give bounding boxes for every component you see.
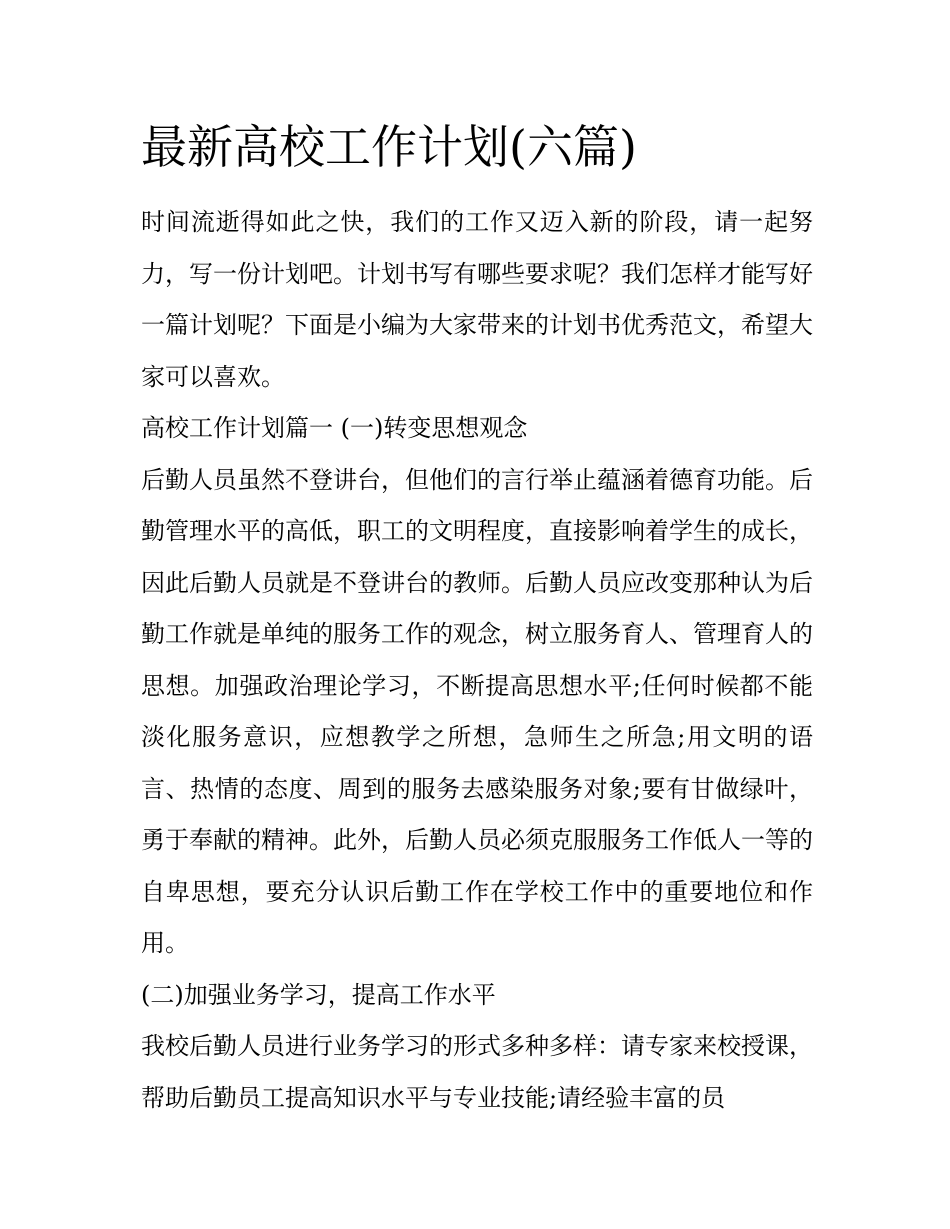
section-2-paragraph: 我校后勤人员进行业务学习的形式多种多样：请专家来校授课，帮助后勤员工提高知识水平与专业技能;请经验丰富的员: [141, 1032, 813, 1112]
section-heading-1: 高校工作计划篇一 (一)转变思想观念: [141, 414, 528, 442]
section-heading-2: (二)加强业务学习，提高工作水平: [141, 980, 496, 1009]
document-title: 最新高校工作计划(六篇): [141, 120, 637, 174]
intro-paragraph: 时间流逝得如此之快，我们的工作又迈入新的阶段，请一起努力，写一份计划吧。计划书写有哪些要求呢？我们怎样才能写好一篇计划呢？下面是小编为大家带来的计划书优秀范文，希望大家可以喜欢。: [141, 208, 813, 391]
section-1-paragraph: 后勤人员虽然不登讲台，但他们的言行举止蕴涵着德育功能。后勤管理水平的高低，职工的文明程度，直接影响着学生的成长，因此后勤人员就是不登讲台的教师。后勤人员应改变那种认为后勤工作就是单纯的服务工作的观念，树立服务育人、管理育人的思想。加强政治理论学习，不断提高思想水平;任何时候都不能淡化服务意识，应想教学之所想，急师生之所急;用文明的语言、热情的态度、周到的服务去感染服务对象;要有甘做绿叶，勇于奉献的精神。此外，后勤人员必须克服服务工作低人一等的自卑思想，要充分认识后勤工作在学校工作中的重要地位和作用。: [141, 465, 813, 957]
document-body: [141, 197, 813, 1124]
